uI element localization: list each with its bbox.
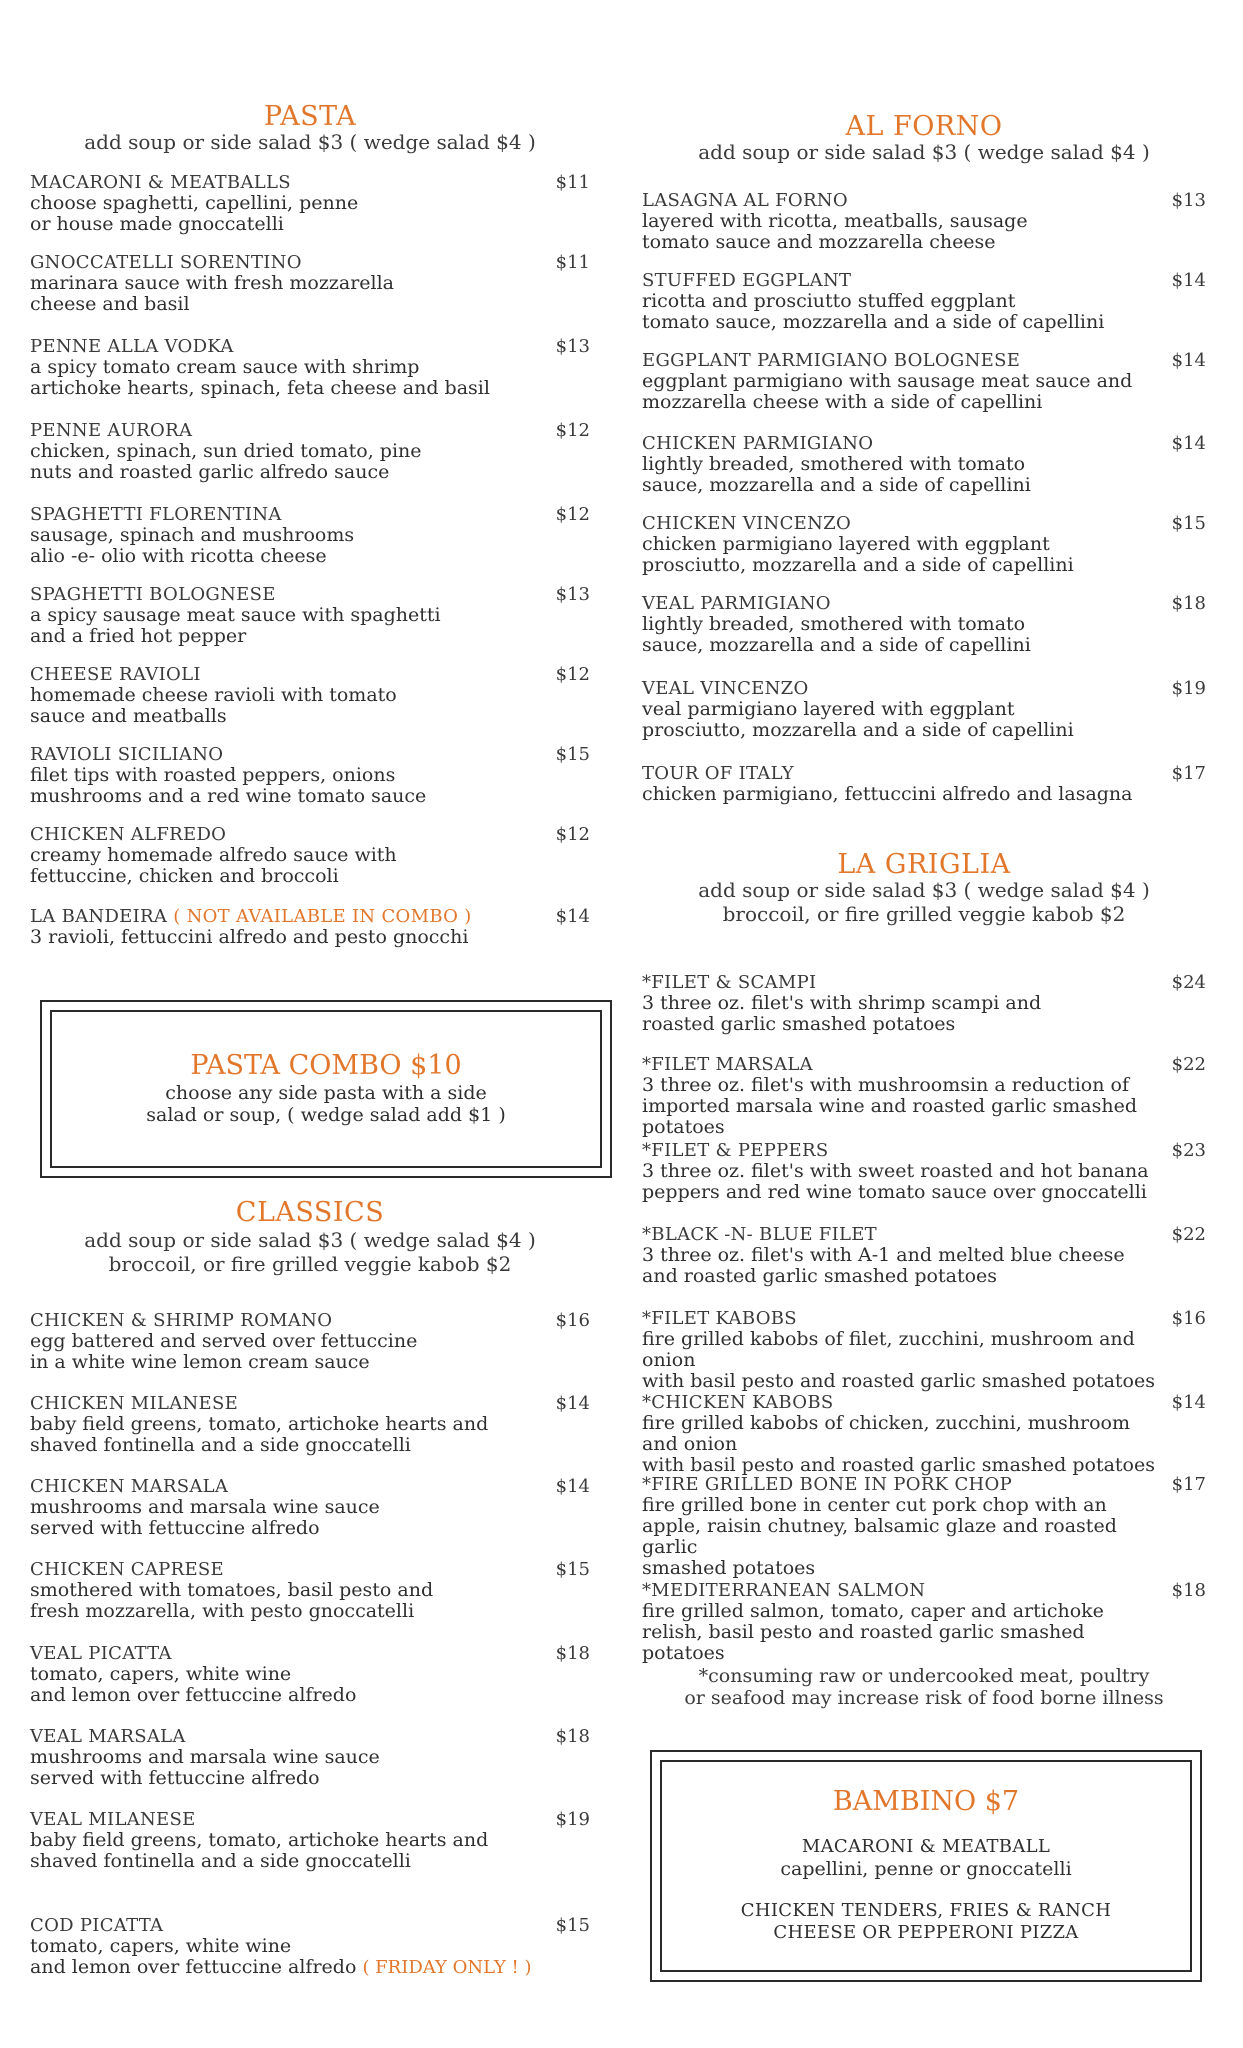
item-description: baby field greens, tomato, artichoke hearts and [30, 1829, 489, 1851]
item-description: chicken parmigiano layered with eggplant [642, 533, 1050, 555]
item-name: PENNE ALLA VODKA [30, 336, 234, 357]
item-description: lightly breaded, smothered with tomato [642, 453, 1026, 475]
item-description: fire grilled bone in center cut pork chop with an [642, 1494, 1107, 1516]
menu-item [642, 593, 1206, 656]
menu-item [642, 1392, 1206, 1476]
menu-item [642, 1224, 1206, 1287]
disclaimer-line: *consuming raw or undercooked meat, poultry [698, 1665, 1150, 1687]
item-name: CHEESE RAVIOLI [30, 664, 201, 685]
item-price: $19 [1171, 678, 1206, 699]
item-description: with basil pesto and roasted garlic smashed potatoes [642, 1370, 1155, 1392]
menu-item [30, 1559, 590, 1622]
griglia-title: LA GRIGLIA [837, 849, 1011, 880]
pasta-subtitle: add soup or side salad $3 ( wedge salad $4 ) [84, 130, 536, 154]
item-description: sauce, mozzarella and a side of capellini [642, 634, 1031, 656]
item-price: $12 [555, 504, 590, 525]
item-price: $13 [555, 584, 590, 605]
menu-item [30, 824, 590, 887]
menu-item-cod-picatta [30, 1915, 590, 1978]
item-price: $15 [555, 1915, 590, 1936]
item-description: a spicy tomato cream sauce with shrimp [30, 356, 420, 378]
item-description: alio -e- olio with ricotta cheese [30, 545, 327, 567]
item-description: prosciutto, mozzarella and a side of capellini [642, 554, 1074, 576]
menu-item [642, 1474, 1206, 1579]
item-price: $11 [555, 252, 590, 273]
item-name: *FIRE GRILLED BONE IN PORK CHOP [642, 1474, 1012, 1495]
bambino-box [650, 1750, 1202, 1982]
item-name: *FILET MARSALA [642, 1054, 813, 1075]
alforno-title: AL FORNO [845, 111, 1003, 142]
item-price: $14 [555, 906, 590, 927]
item-description: and lemon over fettuccine alfredo [30, 1956, 357, 1978]
item-name: SPAGHETTI FLORENTINA [30, 504, 282, 525]
item-description: mushrooms and marsala wine sauce [30, 1746, 380, 1768]
item-description: egg battered and served over fettuccine [30, 1330, 418, 1352]
griglia-subtitle-2: broccoil, or fire grilled veggie kabob $2 [722, 902, 1126, 926]
item-name: STUFFED EGGPLANT [642, 270, 852, 291]
menu-item [30, 1809, 590, 1872]
item-price: $14 [1171, 1392, 1206, 1413]
classics-subtitle: add soup or side salad $3 ( wedge salad $4 ) [84, 1228, 536, 1252]
menu-item [642, 763, 1206, 805]
item-name: *CHICKEN KABOBS [642, 1392, 834, 1413]
menu-item [30, 252, 590, 315]
item-description: fire grilled kabobs of filet, zucchini, mushroom and onion [642, 1328, 1135, 1371]
menu-item [30, 584, 590, 647]
item-description: tomato, capers, white wine [30, 1663, 292, 1685]
item-description: mushrooms and marsala wine sauce [30, 1496, 380, 1518]
menu-item [642, 513, 1206, 576]
item-description: smothered with tomatoes, basil pesto and [30, 1579, 434, 1601]
item-name: VEAL MILANESE [30, 1809, 196, 1830]
item-name: PENNE AURORA [30, 420, 193, 441]
item-description: sauce and meatballs [30, 705, 227, 727]
item-price: $11 [555, 172, 590, 193]
item-description: fresh mozzarella, with pesto gnoccatelli [30, 1600, 415, 1622]
item-name: TOUR OF ITALY [642, 763, 794, 784]
classics-subtitle-2: broccoil, or fire grilled veggie kabob $2 [108, 1252, 512, 1276]
item-price: $14 [1171, 350, 1206, 371]
item-description: artichoke hearts, spinach, feta cheese and basil [30, 377, 490, 399]
item-name: EGGPLANT PARMIGIANO BOLOGNESE [642, 350, 1021, 371]
item-price: $17 [1171, 1474, 1206, 1495]
item-price: $12 [555, 664, 590, 685]
item-description: ricotta and prosciutto stuffed eggplant [642, 290, 1016, 312]
item-description: and lemon over fettuccine alfredo [30, 1684, 357, 1706]
item-price: $14 [1171, 433, 1206, 454]
item-description: in a white wine lemon cream sauce [30, 1351, 370, 1373]
item-description: 3 three oz. filet's with A-1 and melted blue cheese [642, 1244, 1125, 1266]
item-description: marinara sauce with fresh mozzarella [30, 272, 395, 294]
item-price: $24 [1171, 972, 1206, 993]
combo-line: salad or soup, ( wedge salad add $1 ) [146, 1104, 506, 1126]
item-price: $18 [555, 1726, 590, 1747]
menu-item [642, 1140, 1206, 1203]
item-description: choose spaghetti, capellini, penne [30, 192, 359, 214]
item-description: and roasted garlic smashed potatoes [642, 1265, 998, 1287]
item-price: $15 [555, 744, 590, 765]
item-description: prosciutto, mozzarella and a side of capellini [642, 719, 1074, 741]
item-name: CHICKEN PARMIGIANO [642, 433, 874, 454]
item-name: CHICKEN CAPRESE [30, 1559, 224, 1580]
friday-only-note: ( FRIDAY ONLY ! ) [362, 1957, 532, 1978]
item-description: cheese and basil [30, 293, 190, 315]
item-description: apple, raisin chutney, balsamic glaze and roasted garlic [642, 1515, 1117, 1558]
item-name: CHICKEN MARSALA [30, 1476, 229, 1497]
item-description: shaved fontinella and a side gnoccatelli [30, 1434, 411, 1456]
menu-item [30, 664, 590, 727]
item-price: $12 [555, 420, 590, 441]
item-name: GNOCCATELLI SORENTINO [30, 252, 302, 273]
item-description: 3 ravioli, fettuccini alfredo and pesto gnocchi [30, 926, 469, 948]
item-price: $14 [1171, 270, 1206, 291]
item-name: CHICKEN ALFREDO [30, 824, 227, 845]
item-price: $19 [555, 1809, 590, 1830]
menu-item [642, 972, 1206, 1035]
item-price: $15 [555, 1559, 590, 1580]
item-description: mozzarella cheese with a side of capellini [642, 391, 1043, 413]
item-name: VEAL PARMIGIANO [642, 593, 831, 614]
griglia-subtitle: add soup or side salad $3 ( wedge salad $4 ) [698, 878, 1150, 902]
item-price: $16 [555, 1310, 590, 1331]
item-price: $23 [1171, 1140, 1206, 1161]
item-description: homemade cheese ravioli with tomato [30, 684, 397, 706]
item-price: $18 [1171, 1580, 1206, 1601]
item-description: filet tips with roasted peppers, onions [30, 764, 396, 786]
menu-item [642, 1308, 1206, 1392]
item-description: lightly breaded, smothered with tomato [642, 613, 1026, 635]
menu-item [30, 1310, 590, 1373]
item-name: *FILET & PEPPERS [642, 1140, 829, 1161]
menu-item [642, 350, 1206, 413]
item-description: mushrooms and a red wine tomato sauce [30, 785, 427, 807]
item-description: shaved fontinella and a side gnoccatelli [30, 1850, 411, 1872]
bambino-line: MACARONI & MEATBALL [801, 1836, 1051, 1857]
item-description: sauce, mozzarella and a side of capellini [642, 474, 1031, 496]
menu-item [30, 1726, 590, 1789]
bambino-line: CHEESE OR PEPPERONI PIZZA [773, 1922, 1079, 1943]
menu-item-la-bandeira [30, 906, 590, 948]
item-name: *BLACK -N- BLUE FILET [642, 1224, 877, 1245]
menu-item [30, 504, 590, 567]
item-name: RAVIOLI SICILIANO [30, 744, 224, 765]
menu-item [642, 270, 1206, 333]
item-description: sausage, spinach and mushrooms [30, 524, 355, 546]
alforno-subtitle: add soup or side salad $3 ( wedge salad $4 ) [698, 140, 1150, 164]
item-name: VEAL PICATTA [30, 1643, 172, 1664]
combo-line: choose any side pasta with a side [165, 1082, 487, 1104]
menu-item [30, 744, 590, 807]
menu-item [642, 678, 1206, 741]
classics-title: CLASSICS [235, 1197, 385, 1228]
item-description: 3 three oz. filet's with mushroomsin a reduction of [642, 1074, 1129, 1096]
item-price: $13 [555, 336, 590, 357]
bambino-line: capellini, penne or gnoccatelli [780, 1858, 1072, 1880]
item-name: SPAGHETTI BOLOGNESE [30, 584, 276, 605]
menu-item [642, 433, 1206, 496]
item-description: tomato sauce, mozzarella and a side of capellini [642, 311, 1105, 333]
item-description: nuts and roasted garlic alfredo sauce [30, 461, 390, 483]
item-description: imported marsala wine and roasted garlic smashed potatoes [642, 1095, 1138, 1138]
item-price: $18 [555, 1643, 590, 1664]
combo-note: ( NOT AVAILABLE IN COMBO ) [173, 906, 472, 927]
item-description: 3 three oz. filet's with sweet roasted and hot banana [642, 1160, 1149, 1182]
pasta-combo-box [40, 1000, 612, 1178]
item-description: with basil pesto and roasted garlic smashed potatoes [642, 1454, 1155, 1476]
item-price: $15 [1171, 513, 1206, 534]
menu-item [642, 1580, 1206, 1664]
menu-item [30, 1393, 590, 1456]
item-name: CHICKEN MILANESE [30, 1393, 239, 1414]
disclaimer-line: or seafood may increase risk of food borne illness [684, 1687, 1164, 1709]
item-name: VEAL MARSALA [30, 1726, 186, 1747]
menu-item [642, 190, 1206, 253]
item-description: tomato sauce and mozzarella cheese [642, 231, 996, 253]
item-description: relish, basil pesto and roasted garlic smashed potatoes [642, 1621, 1085, 1664]
item-description: veal parmigiano layered with eggplant [642, 698, 1015, 720]
item-price: $16 [1171, 1308, 1206, 1329]
menu-item [30, 420, 590, 483]
item-description: served with fettuccine alfredo [30, 1767, 320, 1789]
item-description: tomato, capers, white wine [30, 1935, 292, 1957]
item-name: COD PICATTA [30, 1915, 164, 1936]
item-name: VEAL VINCENZO [642, 678, 809, 699]
menu-item [30, 336, 590, 399]
item-description: roasted garlic smashed potatoes [642, 1013, 956, 1035]
item-description: served with fettuccine alfredo [30, 1517, 320, 1539]
item-description: and a fried hot pepper [30, 625, 247, 647]
item-price: $14 [555, 1393, 590, 1414]
combo-title: PASTA COMBO $10 [190, 1050, 462, 1081]
bambino-title: BAMBINO $7 [832, 1786, 1020, 1817]
item-price: $17 [1171, 763, 1206, 784]
item-description: smashed potatoes [642, 1557, 816, 1579]
menu-item [30, 1643, 590, 1706]
item-description: layered with ricotta, meatballs, sausage [642, 210, 1028, 232]
item-description: chicken parmigiano, fettuccini alfredo and lasagna [642, 783, 1133, 805]
item-description: fire grilled salmon, tomato, caper and artichoke [642, 1600, 1104, 1622]
item-price: $13 [1171, 190, 1206, 211]
item-name: LA BANDEIRA [30, 906, 168, 927]
item-name: MACARONI & MEATBALLS [30, 172, 291, 193]
item-price: $22 [1171, 1054, 1206, 1075]
menu-item [30, 1476, 590, 1539]
bambino-line: CHICKEN TENDERS, FRIES & RANCH [740, 1900, 1112, 1921]
item-name: CHICKEN & SHRIMP ROMANO [30, 1310, 333, 1331]
item-description: creamy homemade alfredo sauce with [30, 844, 397, 866]
item-price: $18 [1171, 593, 1206, 614]
item-name: *MEDITERRANEAN SALMON [642, 1580, 926, 1601]
item-description: fettuccine, chicken and broccoli [30, 865, 339, 887]
item-price: $14 [555, 1476, 590, 1497]
item-description: fire grilled kabobs of chicken, zucchini, mushroom and onion [642, 1412, 1130, 1455]
item-description: chicken, spinach, sun dried tomato, pine [30, 440, 422, 462]
menu-item [30, 172, 590, 235]
item-name: *FILET KABOBS [642, 1308, 797, 1329]
item-description: or house made gnoccatelli [30, 213, 284, 235]
menu-item [642, 1054, 1206, 1138]
item-price: $12 [555, 824, 590, 845]
item-description: baby field greens, tomato, artichoke hearts and [30, 1413, 489, 1435]
item-name: LASAGNA AL FORNO [642, 190, 848, 211]
item-description: peppers and red wine tomato sauce over gnoccatelli [642, 1181, 1147, 1203]
pasta-title: PASTA [263, 101, 357, 132]
item-price: $22 [1171, 1224, 1206, 1245]
item-description: eggplant parmigiano with sausage meat sauce and [642, 370, 1133, 392]
item-name: CHICKEN VINCENZO [642, 513, 851, 534]
item-description: 3 three oz. filet's with shrimp scampi and [642, 992, 1042, 1014]
item-name: *FILET & SCAMPI [642, 972, 817, 993]
item-description: a spicy sausage meat sauce with spaghetti [30, 604, 441, 626]
